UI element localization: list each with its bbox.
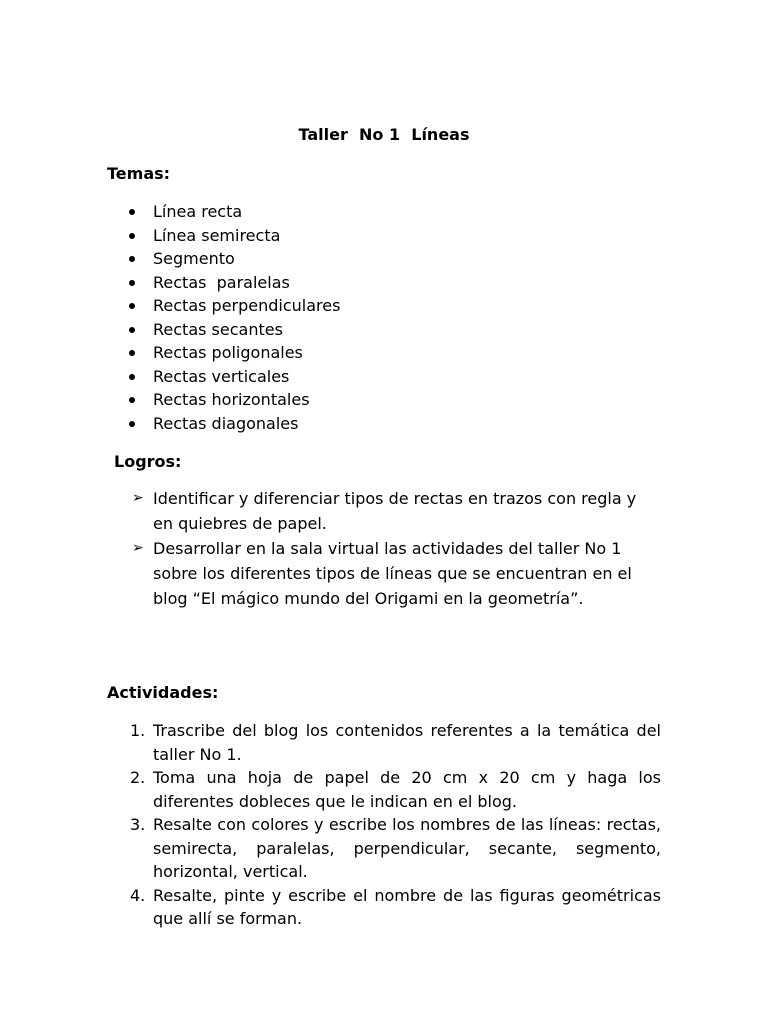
document-title: Taller No 1 Líneas — [298, 125, 470, 144]
item-number: 1. — [130, 721, 146, 740]
logros-heading: Logros: — [114, 452, 182, 471]
list-item: ➢ Desarrollar en la sala virtual las actividades del taller No 1 sobre los diferentes tipos de líneas que se encuentran en el blog “El mágico mundo del Origami en la geometría”. — [0, 536, 653, 611]
list-item: Rectas poligonales — [0, 341, 340, 365]
bullet-icon — [129, 350, 135, 356]
temas-heading: Temas: — [107, 164, 171, 183]
list-item: Rectas perpendiculares — [0, 294, 340, 318]
bullet-icon — [129, 303, 135, 309]
list-item: Segmento — [0, 247, 340, 271]
list-item: 1. Trascribe del blog los contenidos referentes a la temática del taller No 1. — [130, 721, 661, 764]
item-number: 2. — [130, 768, 146, 787]
bullet-icon — [129, 397, 135, 403]
list-item: Rectas secantes — [0, 318, 340, 342]
list-item: ➢ Identificar y diferenciar tipos de rectas en trazos con regla y en quiebres de papel. — [0, 486, 653, 536]
actividades-list — [0, 719, 661, 931]
item-number: 4. — [130, 885, 146, 905]
bullet-icon — [129, 209, 135, 215]
bullet-icon — [129, 280, 135, 286]
arrow-bullet-icon: ➢ — [132, 540, 144, 556]
arrow-bullet-icon: ➢ — [132, 490, 144, 506]
bullet-icon — [129, 421, 135, 427]
bullet-icon — [129, 327, 135, 333]
logros-list — [0, 486, 653, 611]
list-item: 2. Toma una hoja de papel de 20 cm x 20 cm y haga los diferentes dobleces que le indican en el blog. — [130, 768, 661, 811]
list-item: Rectas diagonales — [0, 412, 340, 436]
list-item: 4. Resalte, pinte y escribe el nombre de las figuras geométricas que allí se forman. — [130, 885, 661, 928]
bullet-icon — [129, 256, 135, 262]
list-item: 3. Resalte con colores y escribe los nombres de las líneas: rectas, semirecta, paralelas, perpendicular, secante, segmento, horizontal, vertical. — [130, 815, 661, 881]
actividades-heading: Actividades: — [107, 683, 219, 702]
list-item: Rectas verticales — [0, 365, 340, 389]
list-item: Línea recta — [0, 200, 340, 224]
bullet-icon — [129, 233, 135, 239]
bullet-icon — [129, 374, 135, 380]
item-number: 3. — [130, 815, 146, 834]
temas-list — [0, 200, 340, 435]
list-item: Línea semirecta — [0, 224, 340, 248]
list-item: Rectas paralelas — [0, 271, 340, 295]
list-item: Rectas horizontales — [0, 388, 340, 412]
